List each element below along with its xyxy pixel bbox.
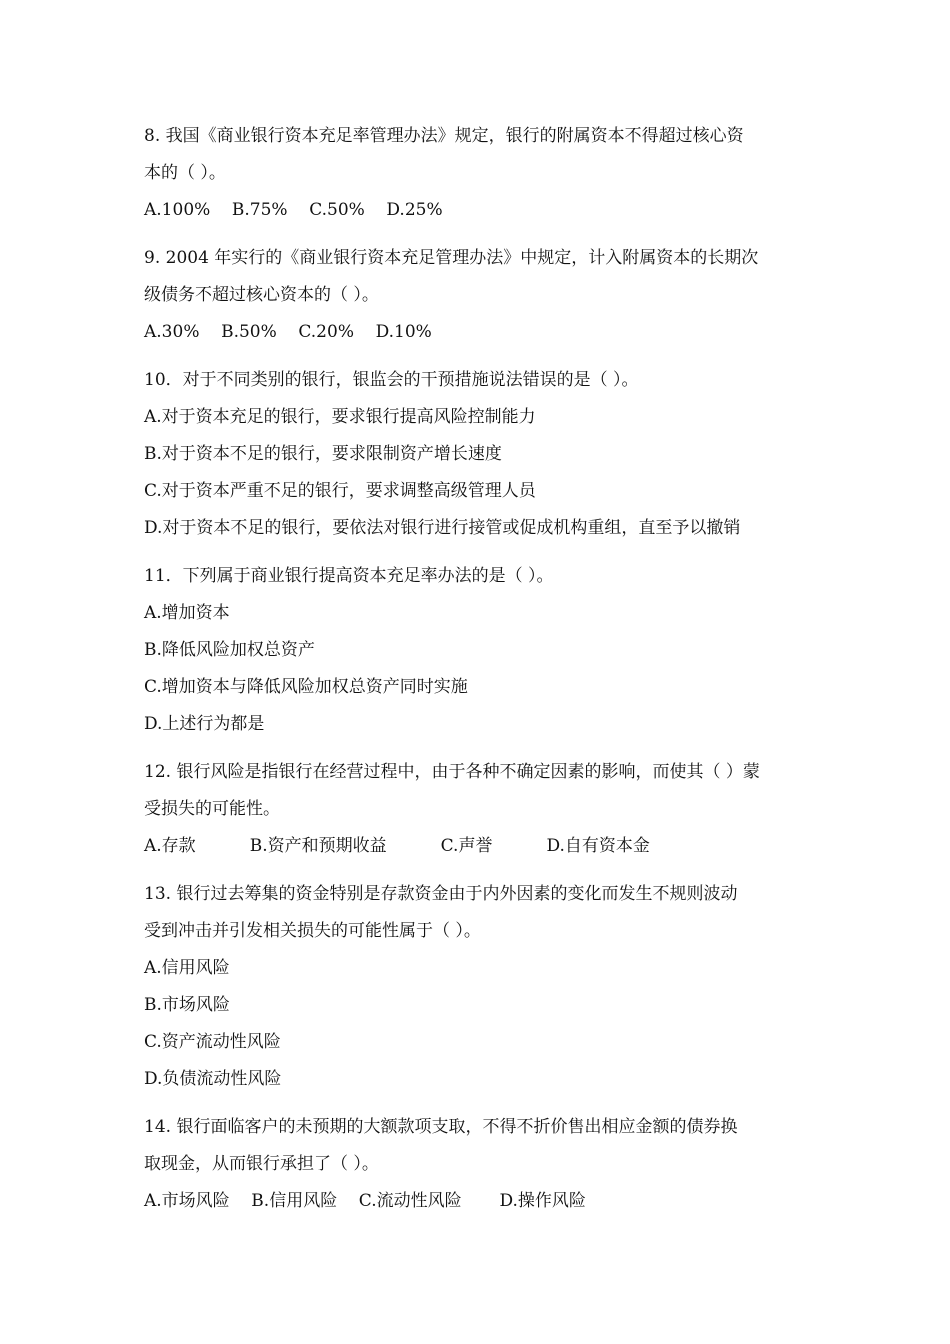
- question-text: 取现金，从而银行承担了（ ）。: [144, 1154, 379, 1174]
- question-text: 13. 银行过去筹集的资金特别是存款资金由于内外因素的变化而发生不规则波动: [144, 884, 738, 904]
- answer-options: A.存款 B.资产和预期收益 C.声誉 D.自有资本金: [144, 836, 650, 856]
- question-8: [144, 118, 814, 229]
- question-12: [144, 754, 814, 865]
- question-11: [144, 558, 814, 743]
- answer-options: A.市场风险 B.信用风险 C.流动性风险 D.操作风险: [144, 1191, 586, 1211]
- question-text: 12. 银行风险是指银行在经营过程中，由于各种不确定因素的影响，而使其（ ）蒙: [144, 762, 760, 782]
- question-text: 8. 我国《商业银行资本充足率管理办法》规定，银行的附属资本不得超过核心资: [144, 126, 744, 146]
- question-text: 11．下列属于商业银行提高资本充足率办法的是（ ）。: [144, 566, 554, 586]
- question-text: 级债务不超过核心资本的（ ）。: [144, 285, 379, 305]
- question-text: 受损失的可能性。: [144, 799, 280, 819]
- answer-option: C.增加资本与降低风险加权总资产同时实施: [144, 677, 468, 697]
- answer-option: B.市场风险: [144, 995, 230, 1015]
- question-text: 本的（ ）。: [144, 163, 226, 183]
- answer-option: A.增加资本: [144, 603, 230, 623]
- answer-option: A.信用风险: [144, 958, 230, 978]
- answer-option: A.对于资本充足的银行，要求银行提高风险控制能力: [144, 407, 536, 427]
- answer-option: D.负债流动性风险: [144, 1069, 282, 1089]
- answer-options: A.100% B.75% C.50% D.25%: [144, 200, 443, 220]
- document-page: [144, 118, 814, 1220]
- question-13: [144, 876, 814, 1098]
- answer-option: B.降低风险加权总资产: [144, 640, 315, 660]
- answer-option: D.上述行为都是: [144, 714, 265, 734]
- question-14: [144, 1109, 814, 1220]
- question-text: 10．对于不同类别的银行，银监会的干预措施说法错误的是（ ）。: [144, 370, 639, 390]
- answer-options: A.30% B.50% C.20% D.10%: [144, 322, 432, 342]
- question-10: [144, 362, 814, 547]
- question-text: 14. 银行面临客户的未预期的大额款项支取，不得不折价售出相应金额的债券换: [144, 1117, 738, 1137]
- answer-option: C.资产流动性风险: [144, 1032, 281, 1052]
- question-9: [144, 240, 814, 351]
- question-text: 9. 2004 年实行的《商业银行资本充足管理办法》中规定，计入附属资本的长期次: [144, 248, 759, 268]
- answer-option: B.对于资本不足的银行，要求限制资产增长速度: [144, 444, 502, 464]
- question-text: 受到冲击并引发相关损失的可能性属于（ ）。: [144, 921, 481, 941]
- answer-option: D.对于资本不足的银行，要依法对银行进行接管或促成机构重组，直至予以撤销: [144, 518, 741, 538]
- answer-option: C.对于资本严重不足的银行，要求调整高级管理人员: [144, 481, 536, 501]
